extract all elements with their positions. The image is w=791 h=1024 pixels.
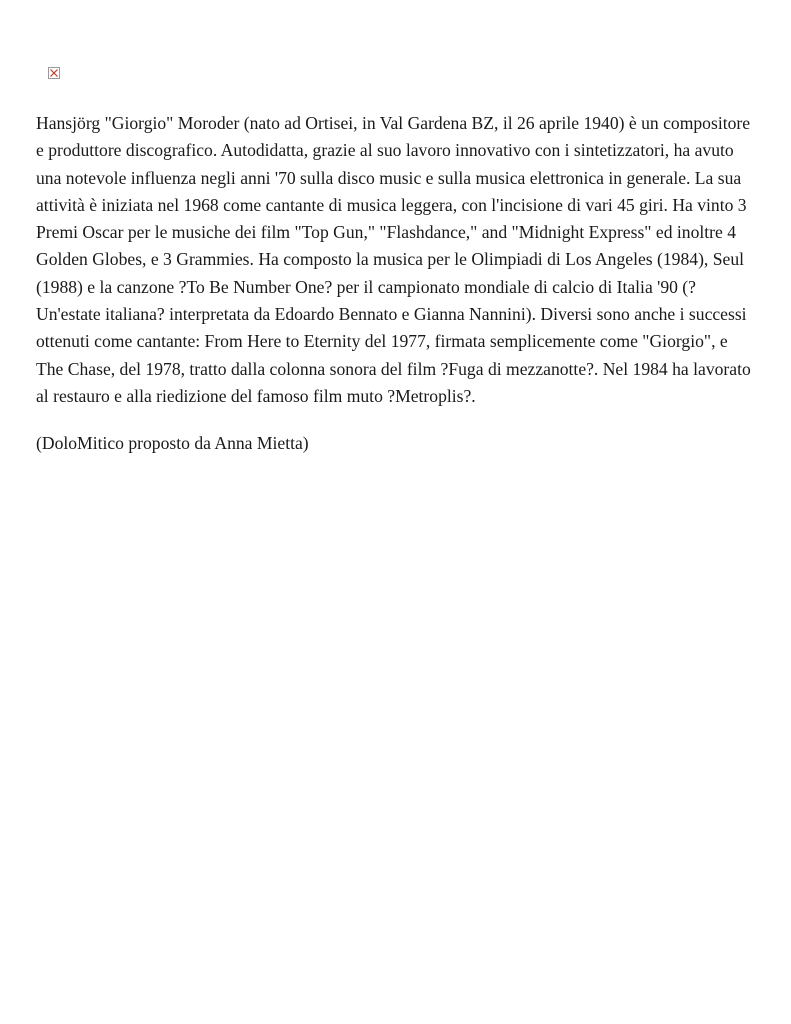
article-body (36, 110, 756, 478)
article-credit: (DoloMitico proposto da Anna Mietta) (36, 433, 309, 454)
broken-image-icon (48, 66, 60, 78)
article-paragraph: Hansjörg "Giorgio" Moroder (nato ad Ortisei, in Val Gardena BZ, il 26 aprile 1940) è un compositore e produttore discografico. Autodidatta, grazie al suo lavoro innovativo con i sintetizzatori, ha avuto una notevole influenza negli anni '70 sulla disco music e sulla musica elettronica in generale. La sua attività è iniziata nel 1968 come cantante di musica leggera, con l'incisione di vari 45 giri. Ha vinto 3 Premi Oscar per le musiche dei film "Top Gun," "Flashdance," and "Midnight Express" ed inoltre 4 Golden Globes, e 3 Grammies. Ha composto la musica per le Olimpiadi di Los Angeles (1984), Seul (1988) e la canzone ?To Be Number One? per il campionato mondiale di calcio di Italia '90 (?Un'estate italiana? interpretata da Edoardo Bennato e Gianna Nannini). Diversi sono anche i successi ottenuti come cantante: From Here to Eternity del 1977, firmata semplicemente come "Giorgio", e The Chase, del 1978, tratto dalla colonna sonora del film ?Fuga di mezzanotte?. Nel 1984 ha lavorato al restauro e alla riedizione del famoso film muto ?Metroplis?. (36, 113, 751, 406)
broken-image-glyph (48, 67, 60, 79)
